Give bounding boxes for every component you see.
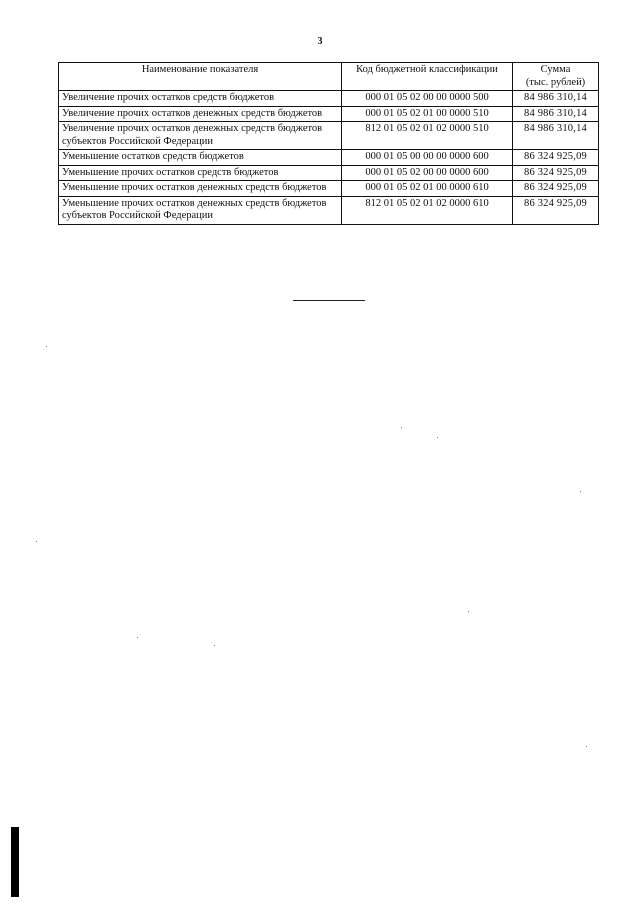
row-sum: 86 324 925,09 — [513, 165, 599, 181]
scan-speck — [580, 491, 581, 492]
table-row — [59, 181, 599, 197]
scan-speck — [214, 645, 215, 646]
scan-speck — [401, 427, 402, 428]
scan-speck — [36, 541, 37, 542]
table-row — [59, 150, 599, 166]
row-indicator-name: Увеличение прочих остатков денежных средств бюджетов — [59, 106, 342, 122]
row-indicator-name: Уменьшение прочих остатков средств бюджетов — [59, 165, 342, 181]
scan-speck — [586, 746, 587, 747]
row-sum: 84 986 310,14 — [513, 106, 599, 122]
table-row — [59, 106, 599, 122]
scan-speck — [468, 611, 469, 612]
row-budget-code: 000 01 05 02 00 00 0000 500 — [342, 91, 513, 107]
header-sum-unit: (тыс. рублей) — [525, 76, 586, 88]
row-sum: 86 324 925,09 — [513, 181, 599, 197]
header-sum-title: Сумма — [540, 64, 571, 75]
scan-speck — [46, 346, 47, 347]
header-budget-code: Код бюджетной классификации — [342, 63, 513, 91]
row-budget-code: 000 01 05 02 00 00 0000 600 — [342, 165, 513, 181]
row-indicator-name: Уменьшение прочих остатков денежных средств бюджетов — [59, 181, 342, 197]
row-budget-code: 812 01 05 02 01 02 0000 610 — [342, 196, 513, 224]
row-sum: 84 986 310,14 — [513, 91, 599, 107]
row-sum: 86 324 925,09 — [513, 150, 599, 166]
table-row — [59, 91, 599, 107]
row-indicator-name: Уменьшение остатков средств бюджетов — [59, 150, 342, 166]
binding-mark — [11, 827, 19, 897]
row-sum: 84 986 310,14 — [513, 122, 599, 150]
table-row — [59, 196, 599, 224]
table-row — [59, 122, 599, 150]
scan-speck — [137, 637, 138, 638]
row-budget-code: 000 01 05 00 00 00 0000 600 — [342, 150, 513, 166]
row-budget-code: 000 01 05 02 01 00 0000 610 — [342, 181, 513, 197]
row-sum: 86 324 925,09 — [513, 196, 599, 224]
header-sum — [513, 63, 599, 91]
table-row — [59, 165, 599, 181]
row-indicator-name: Уменьшение прочих остатков денежных средств бюджетов субъектов Российской Федерации — [59, 196, 342, 224]
budget-sources-table — [58, 62, 599, 225]
row-budget-code: 812 01 05 02 01 02 0000 510 — [342, 122, 513, 150]
end-of-document-rule — [293, 300, 365, 301]
row-budget-code: 000 01 05 02 01 00 0000 510 — [342, 106, 513, 122]
page-number: 3 — [317, 36, 323, 47]
table-header-row — [59, 63, 599, 91]
row-indicator-name: Увеличение прочих остатков денежных средств бюджетов субъектов Российской Федерации — [59, 122, 342, 150]
row-indicator-name: Увеличение прочих остатков средств бюджетов — [59, 91, 342, 107]
scan-speck — [437, 437, 438, 438]
header-indicator-name: Наименование показателя — [59, 63, 342, 91]
